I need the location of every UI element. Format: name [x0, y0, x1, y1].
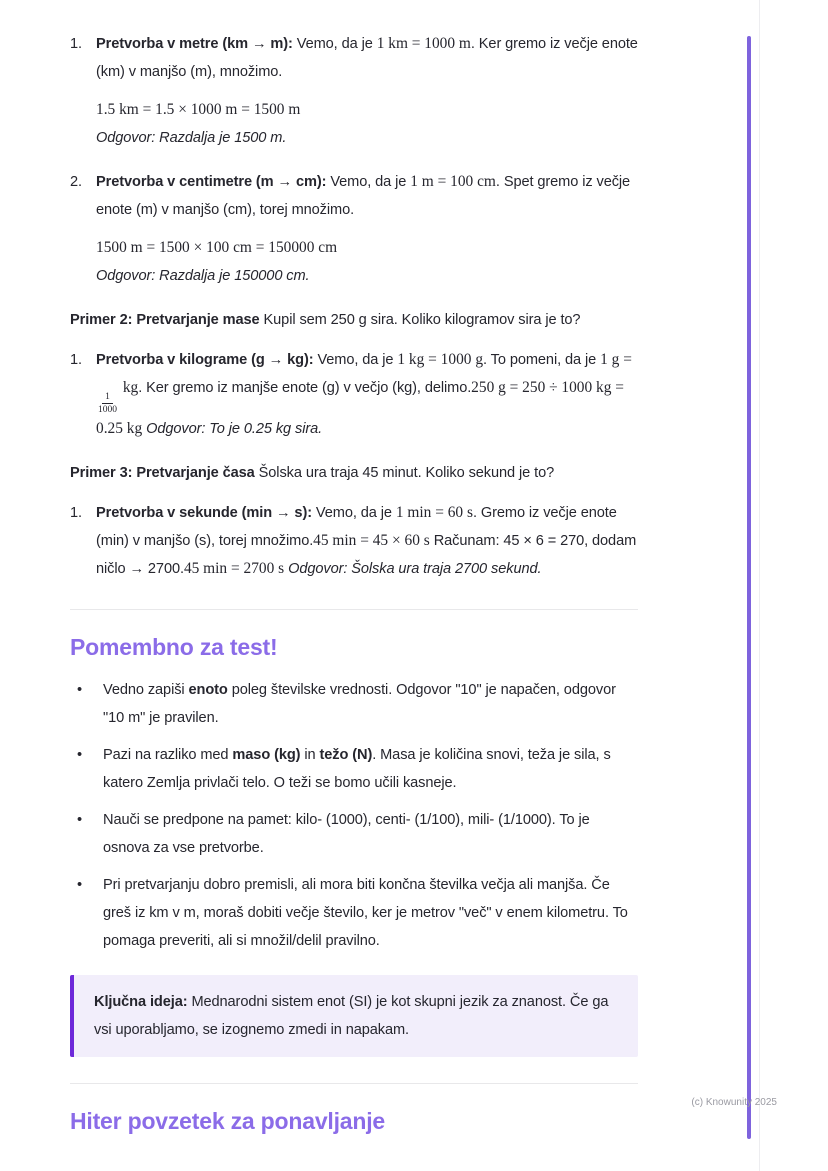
- math-inline: 1 g =: [600, 351, 632, 368]
- formula-block: [96, 96, 638, 152]
- section-heading-important: Pomembno za test!: [70, 634, 278, 660]
- text-run: . Masa je količina snovi, teža je sila, s katero Zemlja privlači telo. O teži se bomo učili kasneje.: [103, 747, 611, 791]
- answer-line: Odgovor: Razdalja je 1500 m.: [96, 130, 287, 146]
- step-text: [96, 168, 638, 224]
- bullet-text: [103, 741, 638, 797]
- step-number: 1.: [70, 505, 82, 521]
- step-title: Pretvorba v kilograme (g → kg):: [96, 352, 314, 368]
- step-body: [96, 168, 638, 290]
- bold-run: enoto: [188, 682, 228, 698]
- step-title: Pretvorba v metre (km → m):: [96, 36, 293, 52]
- bold-run: maso (kg): [232, 747, 301, 763]
- bullet-text: [103, 806, 638, 862]
- bullet-item: [70, 806, 638, 862]
- text-run: Vedno zapiši: [103, 682, 189, 698]
- text-run: poleg številske vrednosti. Odgovor "10" je napačen, odgovor "10 m" je pravilen.: [103, 682, 616, 726]
- fraction: [98, 392, 117, 415]
- step-text: [96, 30, 638, 86]
- page-edge-line: [759, 0, 760, 1171]
- section-divider: [70, 1083, 638, 1084]
- text-run: . Ker gremo iz manjše enote (g) v večjo (kg), delimo.: [138, 380, 472, 396]
- step-title: Pretvorba v sekunde (min → s):: [96, 505, 312, 521]
- example-intro: [70, 459, 638, 487]
- answer-inline: Odgovor: Šolska ura traja 2700 sekund.: [284, 561, 542, 577]
- answer-line: Odgovor: Razdalja je 150000 cm.: [96, 268, 310, 284]
- bullet-item: [70, 871, 638, 955]
- formula-line: 1500 m = 1500 × 100 cm = 150000 cm: [96, 239, 338, 256]
- math-inline: 45 min = 45 × 60 s: [313, 532, 430, 549]
- math-inline: 250 g = 250 ÷ 1000 kg = 0.25 kg: [96, 379, 624, 437]
- callout-box: [70, 975, 638, 1057]
- math-inline: 1 kg = 1000 g: [397, 351, 484, 368]
- formula-block: [96, 234, 638, 290]
- fraction-numerator: 1: [102, 392, 113, 404]
- callout-text: Mednarodni sistem enot (SI) je kot skupni jezik za znanost. Če ga vsi uporabljamo, se izognemo zmedi in napakam.: [94, 994, 609, 1038]
- answer-inline: Odgovor: To je 0.25 kg sira.: [142, 421, 323, 437]
- example-intro: [70, 306, 638, 334]
- document-content: [70, 30, 638, 1150]
- fraction-denominator: 1000: [98, 405, 117, 415]
- bold-run: težo (N): [319, 747, 373, 763]
- step-text: [96, 499, 638, 583]
- callout-title: Ključna ideja:: [94, 994, 188, 1010]
- example-title: Primer 2: Pretvarjanje mase: [70, 312, 260, 328]
- page-accent-line: [747, 36, 751, 1139]
- text-run: . Spet gremo iz večje enote (m) v manjšo (cm), torej množimo.: [96, 174, 631, 218]
- step-body: [96, 499, 638, 583]
- text-run: Vemo, da je: [326, 174, 411, 190]
- text-run: Pri pretvarjanju dobro premisli, ali mora biti končna številka večja ali manjša. Če greš iz km v m, moraš dobiti večje število, ker je metrov "več" v enem kilometru. To pomaga preveriti, ali si množil/delil pravilno.: [103, 877, 628, 949]
- text-run: . To pomeni, da je: [483, 352, 601, 368]
- math-inline: 45 min = 2700 s: [183, 560, 285, 577]
- numbered-step: [70, 168, 638, 290]
- step-body: [96, 346, 638, 443]
- math-inline: 1 km = 1000 m: [376, 35, 471, 52]
- step-body: [96, 30, 638, 152]
- text-run: Računam: 45 × 6 = 270, dodam ničlo → 2700.: [96, 533, 637, 577]
- text-run: Vemo, da je: [311, 505, 396, 521]
- step-number: 2.: [70, 174, 82, 190]
- numbered-step: [70, 30, 638, 152]
- text-run: Vemo, da je: [313, 352, 398, 368]
- example-title: Primer 3: Pretvarjanje časa: [70, 465, 255, 481]
- section-heading-summary: Hiter povzetek za ponavljanje: [70, 1108, 386, 1134]
- text-run: Vemo, da je: [292, 36, 377, 52]
- formula-line: 1.5 km = 1.5 × 1000 m = 1500 m: [96, 101, 301, 118]
- text-run: in: [300, 747, 320, 763]
- text-run: Šolska ura traja 45 minut. Koliko sekund je to?: [254, 465, 555, 481]
- bullet-text: [103, 871, 638, 955]
- bullet-text: [103, 676, 638, 732]
- math-inline: kg: [119, 379, 139, 396]
- text-run: Kupil sem 250 g sira. Koliko kilogramov sira je to?: [259, 312, 581, 328]
- bullet-item: [70, 741, 638, 797]
- step-title: Pretvorba v centimetre (m → cm):: [96, 174, 327, 190]
- step-number: 1.: [70, 36, 82, 52]
- step-text: [96, 346, 638, 443]
- numbered-step: [70, 346, 638, 443]
- text-run: . Ker gremo iz večje enote (km) v manjšo (m), množimo.: [96, 36, 638, 80]
- numbered-step: [70, 499, 638, 583]
- math-inline: 1 min = 60 s: [395, 504, 473, 521]
- watermark: (c) Knowunity 2025: [691, 1097, 777, 1108]
- text-run: Pazi na razliko med: [103, 747, 233, 763]
- text-run: Nauči se predpone na pamet: kilo- (1000), centi- (1/100), mili- (1/1000). To je osnova za vse pretvorbe.: [103, 812, 590, 856]
- bullet-item: [70, 676, 638, 732]
- math-inline: 1 m = 100 cm: [410, 173, 496, 190]
- step-number: 1.: [70, 352, 82, 368]
- text-run: . Gremo iz večje enote (min) v manjšo (s), torej množimo.: [96, 505, 617, 549]
- section-divider: [70, 609, 638, 610]
